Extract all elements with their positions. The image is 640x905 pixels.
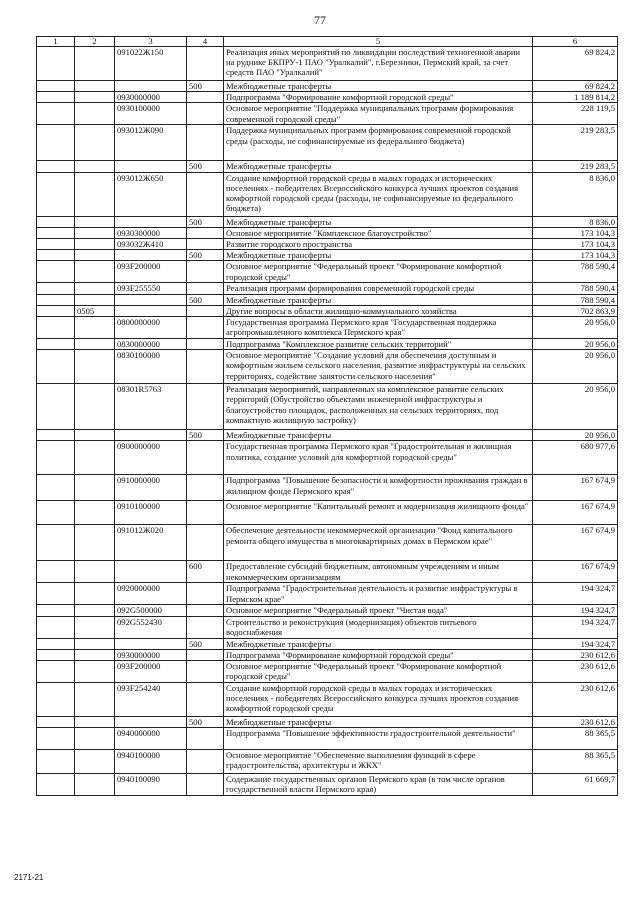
amount-cell: 20 956,0 [533, 317, 618, 339]
section-cell [37, 649, 75, 660]
section-cell [37, 561, 75, 583]
table-row [37, 283, 618, 294]
amount-cell: 8 836,0 [533, 216, 618, 227]
expense-type-cell: 600 [187, 561, 224, 583]
table-row [37, 294, 618, 305]
amount-cell: 167 674,9 [533, 475, 618, 501]
table-row [37, 561, 618, 583]
table-row [37, 661, 618, 683]
description-cell: Основное мероприятие "Поддержка муниципальных программ формирования современной городской среды" [224, 103, 533, 125]
description-cell: Основное мероприятие "Капитальный ремонт и модернизация жилищного фонда" [224, 501, 533, 525]
description-cell: Межбюджетные трансферты [224, 81, 533, 92]
expense-type-cell [187, 661, 224, 683]
amount-cell: 788 590,4 [533, 283, 618, 294]
target-article-cell: 0920000000 [115, 583, 187, 605]
subsection-cell: 0505 [75, 305, 115, 316]
description-cell: Межбюджетные трансферты [224, 294, 533, 305]
column-header-1: 1 [37, 37, 75, 47]
section-cell [37, 47, 75, 81]
subsection-cell [75, 92, 115, 103]
description-cell: Создание комфортной городской среды в малых городах и исторических поселениях - победителях Всероссийского конкурса лучших проектов создания комфортной городской среды (расходы, не софинансируемые из федерального бюджета) [224, 172, 533, 216]
target-article-cell [115, 161, 187, 172]
target-article-cell: 0940100000 [115, 750, 187, 774]
subsection-cell [75, 294, 115, 305]
target-article-cell [115, 638, 187, 649]
subsection-cell [75, 717, 115, 728]
amount-cell: 8 836,0 [533, 172, 618, 216]
amount-cell: 20 956,0 [533, 350, 618, 384]
target-article-cell: 0940000000 [115, 728, 187, 750]
section-cell [37, 103, 75, 125]
section-cell [37, 81, 75, 92]
column-header-6: 6 [533, 37, 618, 47]
target-article-cell: 0800000000 [115, 317, 187, 339]
expense-type-cell: 500 [187, 250, 224, 261]
description-cell: Основное мероприятие "Федеральный проект "Чистая вода" [224, 605, 533, 616]
description-cell: Основное мероприятие "Федеральный проект "Формирование комфортной городской среды" [224, 261, 533, 283]
table-row [37, 774, 618, 796]
target-article-cell: 092G552430 [115, 616, 187, 638]
description-cell: Основное мероприятие "Федеральный проект "Формирование комфортной городской среды" [224, 661, 533, 683]
subsection-cell [75, 384, 115, 430]
subsection-cell [75, 161, 115, 172]
expense-type-cell: 500 [187, 638, 224, 649]
description-cell: Создание комфортной городской среды в малых городах и исторических поселениях - победителях Всероссийского конкурса лучших проектов создания комфортной городской среды [224, 683, 533, 717]
subsection-cell [75, 501, 115, 525]
table-row [37, 441, 618, 475]
expense-type-cell [187, 283, 224, 294]
subsection-cell [75, 583, 115, 605]
amount-cell: 167 674,9 [533, 525, 618, 561]
amount-cell: 219 283,5 [533, 161, 618, 172]
section-cell [37, 92, 75, 103]
budget-table [36, 36, 618, 796]
column-header-4: 4 [187, 37, 224, 47]
expense-type-cell [187, 261, 224, 283]
section-cell [37, 441, 75, 475]
description-cell: Реализация программ формирования современной городской среды [224, 283, 533, 294]
target-article-cell: 0930000000 [115, 92, 187, 103]
target-article-cell: 0910000000 [115, 475, 187, 501]
expense-type-cell [187, 649, 224, 660]
target-article-cell [115, 250, 187, 261]
page-number: 77 [314, 13, 326, 27]
target-article-cell [115, 216, 187, 227]
expense-type-cell [187, 47, 224, 81]
description-cell: Межбюджетные трансферты [224, 250, 533, 261]
subsection-cell [75, 441, 115, 475]
subsection-cell [75, 239, 115, 250]
expense-type-cell [187, 227, 224, 238]
subsection-cell [75, 227, 115, 238]
column-header-3: 3 [115, 37, 187, 47]
subsection-cell [75, 774, 115, 796]
table-row [37, 261, 618, 283]
table-row [37, 616, 618, 638]
table-row [37, 317, 618, 339]
amount-cell: 219 283,5 [533, 125, 618, 161]
table-row [37, 649, 618, 660]
table-row [37, 350, 618, 384]
description-cell: Подпрограмма "Комплексное развитие сельских территорий" [224, 339, 533, 350]
description-cell: Содержание государственных органов Пермского края (в том числе органов государственной власти Пермского края) [224, 774, 533, 796]
target-article-cell: 0930300000 [115, 227, 187, 238]
section-cell [37, 717, 75, 728]
section-cell [37, 683, 75, 717]
subsection-cell [75, 216, 115, 227]
description-cell: Обеспечение деятельности некоммерческой организации "Фонд капитального ремонта общего имущества в многоквартирных домах в Пермском крае" [224, 525, 533, 561]
section-cell [37, 661, 75, 683]
amount-cell: 228 119,5 [533, 103, 618, 125]
subsection-cell [75, 475, 115, 501]
expense-type-cell [187, 750, 224, 774]
amount-cell: 88 365,5 [533, 750, 618, 774]
table-row [37, 161, 618, 172]
expense-type-cell: 500 [187, 717, 224, 728]
description-cell: Подпрограмма "Повышение эффективности градостроительной деятельности" [224, 728, 533, 750]
section-cell [37, 430, 75, 441]
section-cell [37, 339, 75, 350]
table-body [37, 47, 618, 796]
amount-cell: 680 977,6 [533, 441, 618, 475]
target-article-cell: 0940100090 [115, 774, 187, 796]
expense-type-cell [187, 125, 224, 161]
table-row [37, 81, 618, 92]
column-header-2: 2 [75, 37, 115, 47]
description-cell: Межбюджетные трансферты [224, 161, 533, 172]
target-article-cell: 092G500000 [115, 605, 187, 616]
target-article-cell: 0900000000 [115, 441, 187, 475]
subsection-cell [75, 317, 115, 339]
amount-cell: 61 669,7 [533, 774, 618, 796]
section-cell [37, 774, 75, 796]
expense-type-cell: 500 [187, 161, 224, 172]
expense-type-cell [187, 350, 224, 384]
section-cell [37, 250, 75, 261]
expense-type-cell [187, 583, 224, 605]
section-cell [37, 384, 75, 430]
expense-type-cell [187, 683, 224, 717]
description-cell: Подпрограмма "Формирование комфортной городской среды" [224, 649, 533, 660]
target-article-cell: 091012Ж020 [115, 525, 187, 561]
target-article-cell: 091022Ж150 [115, 47, 187, 81]
table-row [37, 475, 618, 501]
table-row [37, 216, 618, 227]
subsection-cell [75, 250, 115, 261]
amount-cell: 173 104,3 [533, 227, 618, 238]
section-cell [37, 750, 75, 774]
description-cell: Реализация иных мероприятий по ликвидации последствий техногенной аварии на руднике БКПРУ-1 ПАО "Уралкалий", г.Березники, Пермский край, за счет средств ПАО "Уралкалий" [224, 47, 533, 81]
description-cell: Подпрограмма "Градостроительная деятельность и развитие инфраструктуры в Пермском крае" [224, 583, 533, 605]
section-cell [37, 161, 75, 172]
target-article-cell: 093012Ж650 [115, 172, 187, 216]
column-header-row [37, 37, 618, 47]
subsection-cell [75, 525, 115, 561]
amount-cell: 194 324,7 [533, 638, 618, 649]
amount-cell: 788 590,4 [533, 261, 618, 283]
subsection-cell [75, 728, 115, 750]
section-cell [37, 475, 75, 501]
section-cell [37, 261, 75, 283]
section-cell [37, 583, 75, 605]
subsection-cell [75, 81, 115, 92]
expense-type-cell [187, 317, 224, 339]
description-cell: Основное мероприятие "Создание условий для обеспечения доступным и комфортным жильем сельского населения, развитие инфраструктуры на сельских территориях, содействие занятости сельского населения" [224, 350, 533, 384]
subsection-cell [75, 638, 115, 649]
section-cell [37, 728, 75, 750]
expense-type-cell [187, 525, 224, 561]
expense-type-cell [187, 728, 224, 750]
table-row [37, 430, 618, 441]
expense-type-cell [187, 605, 224, 616]
amount-cell: 1 189 814,2 [533, 92, 618, 103]
subsection-cell [75, 261, 115, 283]
amount-cell: 230 612,6 [533, 661, 618, 683]
description-cell: Поддержка муниципальных программ формирования современной городской среды (расходы, не софинансируемые из федерального бюджета) [224, 125, 533, 161]
table-row [37, 583, 618, 605]
target-article-cell: 0910100000 [115, 501, 187, 525]
amount-cell: 20 956,0 [533, 339, 618, 350]
subsection-cell [75, 616, 115, 638]
target-article-cell: 093032Ж410 [115, 239, 187, 250]
section-cell [37, 616, 75, 638]
table-row [37, 305, 618, 316]
expense-type-cell: 500 [187, 430, 224, 441]
amount-cell: 702 863,9 [533, 305, 618, 316]
target-article-cell: 093F200000 [115, 661, 187, 683]
table-row [37, 103, 618, 125]
target-article-cell [115, 305, 187, 316]
amount-cell: 20 956,0 [533, 430, 618, 441]
section-cell [37, 305, 75, 316]
description-cell: Основное мероприятие "Комплексное благоустройство" [224, 227, 533, 238]
expense-type-cell: 500 [187, 216, 224, 227]
subsection-cell [75, 350, 115, 384]
expense-type-cell [187, 774, 224, 796]
description-cell: Государственная программа Пермского края "Градостроительная и жилищная политика, создание условий для комфортной городской среды" [224, 441, 533, 475]
description-cell: Межбюджетные трансферты [224, 638, 533, 649]
subsection-cell [75, 47, 115, 81]
target-article-cell [115, 561, 187, 583]
expense-type-cell [187, 339, 224, 350]
subsection-cell [75, 283, 115, 294]
section-cell [37, 172, 75, 216]
target-article-cell: 08301R5763 [115, 384, 187, 430]
target-article-cell [115, 81, 187, 92]
subsection-cell [75, 605, 115, 616]
table-row [37, 125, 618, 161]
amount-cell: 69 824,2 [533, 81, 618, 92]
section-cell [37, 350, 75, 384]
section-cell [37, 605, 75, 616]
expense-type-cell [187, 501, 224, 525]
table-row [37, 717, 618, 728]
table-row [37, 728, 618, 750]
expense-type-cell [187, 475, 224, 501]
table-row [37, 384, 618, 430]
description-cell: Другие вопросы в области жилищно-коммунального хозяйства [224, 305, 533, 316]
table-row [37, 92, 618, 103]
target-article-cell: 093F254240 [115, 683, 187, 717]
expense-type-cell [187, 305, 224, 316]
subsection-cell [75, 683, 115, 717]
subsection-cell [75, 430, 115, 441]
expense-type-cell [187, 239, 224, 250]
target-article-cell [115, 717, 187, 728]
table-row [37, 47, 618, 81]
description-cell: Основное мероприятие "Обеспечение выполнения функций в сфере градостроительства, архитектуры и ЖКХ" [224, 750, 533, 774]
target-article-cell: 0930000000 [115, 649, 187, 660]
target-article-cell: 093012Ж090 [115, 125, 187, 161]
amount-cell: 69 824,2 [533, 47, 618, 81]
amount-cell: 88 365,5 [533, 728, 618, 750]
amount-cell: 167 674,9 [533, 561, 618, 583]
section-cell [37, 216, 75, 227]
expense-type-cell: 500 [187, 294, 224, 305]
table-row [37, 683, 618, 717]
amount-cell: 230 612,6 [533, 717, 618, 728]
footer-code: 2171-21 [14, 873, 44, 882]
expense-type-cell [187, 616, 224, 638]
target-article-cell: 0830000000 [115, 339, 187, 350]
amount-cell: 194 324,7 [533, 616, 618, 638]
table-row [37, 501, 618, 525]
section-cell [37, 227, 75, 238]
amount-cell: 173 104,3 [533, 250, 618, 261]
expense-type-cell: 500 [187, 81, 224, 92]
table-row [37, 172, 618, 216]
section-cell [37, 501, 75, 525]
subsection-cell [75, 561, 115, 583]
target-article-cell: 0830100000 [115, 350, 187, 384]
subsection-cell [75, 661, 115, 683]
description-cell: Реализация мероприятий, направленных на комплексное развитие сельских территорий (Обустройство объектами инженерной инфраструктуры и благоустройство площадок, расположенных на сельских территориях, под компактную жилищную застройку) [224, 384, 533, 430]
amount-cell: 194 324,7 [533, 605, 618, 616]
subsection-cell [75, 172, 115, 216]
table-row [37, 605, 618, 616]
section-cell [37, 239, 75, 250]
amount-cell: 173 104,3 [533, 239, 618, 250]
section-cell [37, 317, 75, 339]
table-row [37, 638, 618, 649]
expense-type-cell [187, 103, 224, 125]
description-cell: Межбюджетные трансферты [224, 717, 533, 728]
amount-cell: 230 612,6 [533, 683, 618, 717]
subsection-cell [75, 339, 115, 350]
expense-type-cell [187, 92, 224, 103]
subsection-cell [75, 125, 115, 161]
target-article-cell [115, 430, 187, 441]
section-cell [37, 525, 75, 561]
amount-cell: 788 590,4 [533, 294, 618, 305]
description-cell: Государственная программа Пермского края "Государственная поддержка агропромышленного комплекса Пермского края" [224, 317, 533, 339]
description-cell: Предоставление субсидий бюджетным, автономным учреждениям и иным некоммерческим организациям [224, 561, 533, 583]
description-cell: Межбюджетные трансферты [224, 216, 533, 227]
target-article-cell: 093F255550 [115, 283, 187, 294]
description-cell: Межбюджетные трансферты [224, 430, 533, 441]
table-row [37, 339, 618, 350]
table-row [37, 227, 618, 238]
description-cell: Строительство и реконструкция (модернизация) объектов питьевого водоснабжения [224, 616, 533, 638]
amount-cell: 194 324,7 [533, 583, 618, 605]
amount-cell: 167 674,9 [533, 501, 618, 525]
section-cell [37, 294, 75, 305]
table-row [37, 525, 618, 561]
subsection-cell [75, 649, 115, 660]
amount-cell: 230 612,6 [533, 649, 618, 660]
target-article-cell: 093F200000 [115, 261, 187, 283]
column-header-5: 5 [224, 37, 533, 47]
table-row [37, 239, 618, 250]
section-cell [37, 283, 75, 294]
description-cell: Подпрограмма "Формирование комфортной городской среды" [224, 92, 533, 103]
target-article-cell [115, 294, 187, 305]
table-row [37, 750, 618, 774]
target-article-cell: 0930100000 [115, 103, 187, 125]
expense-type-cell [187, 384, 224, 430]
subsection-cell [75, 750, 115, 774]
expense-type-cell [187, 441, 224, 475]
section-cell [37, 125, 75, 161]
amount-cell: 20 956,0 [533, 384, 618, 430]
table-row [37, 250, 618, 261]
description-cell: Подпрограмма "Повышение безопасности и комфортности проживания граждан в жилищном фонде Пермского края" [224, 475, 533, 501]
expense-type-cell [187, 172, 224, 216]
subsection-cell [75, 103, 115, 125]
section-cell [37, 638, 75, 649]
description-cell: Развитие городского пространства [224, 239, 533, 250]
